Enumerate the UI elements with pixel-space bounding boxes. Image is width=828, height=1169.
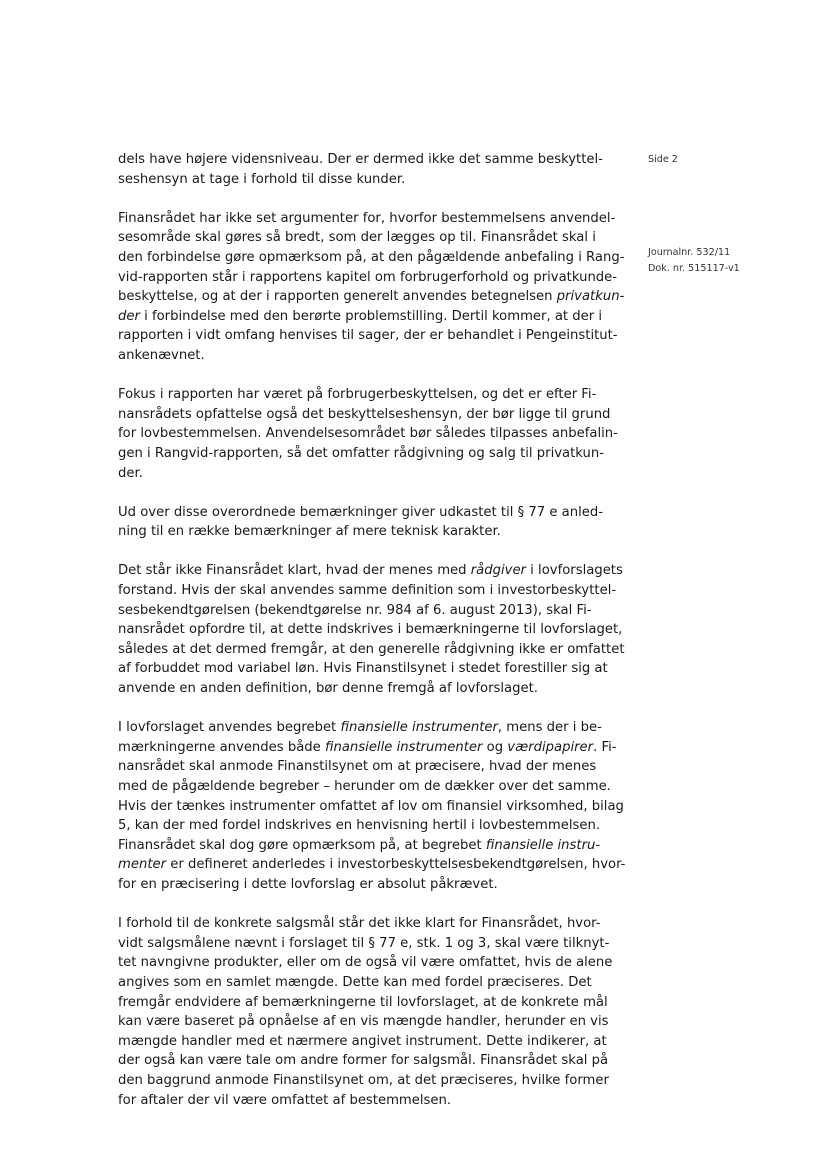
italic-term: finansielle instrumenter (324, 739, 483, 755)
text-run: ankenævnet. (118, 347, 205, 363)
text-line (118, 816, 613, 836)
text-line (118, 209, 616, 229)
text-line (118, 993, 613, 1013)
text-run: , mens der i be- (497, 720, 602, 736)
text-run: forstand. Hvis der skal anvendes samme definition som i investorbeskyttel- (118, 583, 617, 599)
text-run: fremgår endvidere af bemærkningerne til lovforslaget, at de konkrete mål (118, 994, 608, 1010)
text-line (118, 914, 613, 934)
page-label: Side 2 (648, 154, 678, 165)
text-line (118, 268, 618, 288)
paragraph (118, 150, 613, 189)
text-line (118, 934, 613, 954)
sidebar-references (648, 245, 788, 277)
text-line (118, 424, 618, 444)
text-run: 5, kan der med fordel indskrives en henvisning hertil i lovbestemmelsen. (118, 818, 601, 834)
text-line (118, 757, 613, 777)
text-line (118, 797, 624, 817)
text-run: kan være baseret på opnåelse af en vis mængde handler, herunder en vis (118, 1014, 609, 1030)
text-run: rapporten i vidt omfang henvises til sager, der er behandlet i Pengeinstitut- (118, 328, 618, 344)
text-line (118, 1091, 613, 1111)
text-line (118, 659, 613, 679)
text-line (118, 1051, 613, 1071)
text-run: vid-rapporten står i rapportens kapitel om forbrugerforhold og privatkunde- (118, 269, 618, 285)
paragraph (118, 914, 613, 1110)
text-run: gen i Rangvid-rapporten, så det omfatter rådgivning og salg til privatkun- (118, 445, 605, 461)
text-run: mængde handler med et nærmere angivet instrument. Dette indikerer, at (118, 1033, 607, 1049)
text-run: ning til en række bemærkninger af mere teknisk karakter. (118, 524, 501, 540)
text-run: og (482, 739, 508, 755)
text-run: . Fi- (593, 739, 617, 755)
text-line (118, 875, 613, 895)
text-line (118, 640, 625, 660)
text-line (118, 561, 623, 581)
text-run: I forhold til de konkrete salgsmål står det ikke klart for Finansrådet, hvor- (118, 916, 601, 932)
text-line (118, 287, 625, 307)
text-line (118, 1032, 613, 1052)
text-line (118, 855, 626, 875)
text-run: anvende en anden definition, bør denne fremgå af lovforslaget. (118, 681, 538, 697)
journal-number: Journalnr. 532/11 (648, 247, 731, 258)
text-run: dels have højere vidensniveau. Der er dermed ikke det samme beskyttel- (118, 152, 603, 167)
text-run: er defineret anderledes i investorbeskyttelsesbekendtgørelsen, hvor- (166, 857, 626, 873)
text-run: beskyttelse, og at der i rapporten generelt anvendes betegnelsen (118, 289, 557, 305)
text-run: Finansrådet skal dog gøre opmærksom på, at begrebet (118, 837, 486, 853)
text-run: for en præcisering i dette lovforslag er absolut påkrævet. (118, 876, 498, 892)
text-run: sesområde skal gøres så bredt, som der lægges op til. Finansrådet skal i (118, 230, 596, 246)
text-run: nansrådet opfordre til, at dette indskrives i bemærkningerne til lovforslaget, (118, 622, 623, 638)
sidebar-page-info (648, 152, 788, 168)
text-line (118, 307, 613, 327)
text-line (118, 170, 613, 190)
text-run: i lovforslagets (525, 563, 623, 579)
text-line (118, 326, 618, 346)
italic-term: finansielle instru- (485, 837, 601, 853)
paragraph (118, 718, 626, 894)
document-number: Dok. nr. 515117-v1 (648, 263, 740, 274)
text-line (118, 503, 613, 523)
text-line (118, 679, 613, 699)
text-line (118, 601, 613, 621)
text-run: Ud over disse overordnede bemærkninger giver udkastet til § 77 e anled- (118, 504, 604, 520)
text-line (118, 777, 613, 797)
text-run: nansrådets opfattelse også det beskyttelseshensyn, der bør ligge til grund (118, 406, 611, 422)
text-run: for lovbestemmelsen. Anvendelsesområdet bør således tilpasses anbefalin- (118, 426, 618, 442)
paragraph (118, 561, 625, 698)
text-line (118, 1012, 613, 1032)
text-line (118, 444, 613, 464)
text-run: I lovforslaget anvendes begrebet (118, 720, 341, 736)
paragraph (118, 503, 613, 542)
text-run: Fokus i rapporten har været på forbrugerbeskyttelsen, og det er efter Fi- (118, 387, 597, 403)
italic-term: finansielle instrumenter (340, 720, 498, 736)
text-run: således at det dermed fremgår, at den generelle rådgivning ikke er omfattet (118, 641, 625, 657)
text-run: angives som en samlet mængde. Dette kan med fordel præciseres. Det (118, 974, 592, 990)
text-line (118, 248, 625, 268)
text-run: den forbindelse gøre opmærksom på, at den pågældende anbefaling i Rang- (118, 249, 625, 265)
text-run: Hvis der tænkes instrumenter omfattet af lov om finansiel virksomhed, bilag (118, 798, 624, 814)
text-line (118, 836, 613, 856)
text-run: Finansrådet har ikke set argumenter for, hvorfor bestemmelsens anvendel- (118, 210, 616, 226)
text-line (118, 385, 613, 405)
text-line (118, 346, 613, 366)
text-run: Det står ikke Finansrådet klart, hvad der menes med (118, 563, 471, 579)
text-run: den baggrund anmode Finanstilsynet om, at det præciseres, hvilke former (118, 1072, 609, 1088)
text-run: vidt salgsmålene nævnt i forslaget til § 77 e, stk. 1 og 3, skal være tilknyt- (118, 935, 610, 951)
text-run: tet navngivne produkter, eller om de også vil være omfattet, hvis de alene (118, 955, 613, 971)
text-run: sesbekendtgørelsen (bekendtgørelse nr. 984 af 6. august 2013), skal Fi- (118, 602, 592, 618)
text-line (118, 718, 613, 738)
text-run: seshensyn at tage i forhold til disse kunder. (118, 171, 406, 187)
text-run: af forbuddet mod variabel løn. Hvis Finanstilsynet i stedet forestiller sig at (118, 661, 608, 677)
body-text (118, 150, 626, 1130)
text-run: der. (118, 465, 143, 481)
text-run: i forbindelse med den berørte problemstilling. Dertil kommer, at der i (139, 308, 603, 324)
text-line (118, 620, 623, 640)
text-line (118, 953, 613, 973)
text-line (118, 973, 613, 993)
text-line (118, 522, 613, 542)
italic-term: privatkun- (556, 289, 625, 305)
text-line (118, 1071, 613, 1091)
text-run: for aftaler der vil være omfattet af bestemmelsen. (118, 1092, 452, 1108)
text-line (118, 581, 617, 601)
text-line (118, 228, 613, 248)
text-line (118, 464, 613, 484)
text-run: der også kan være tale om andre former for salgsmål. Finansrådet skal på (118, 1053, 609, 1069)
italic-term: menter (118, 857, 167, 873)
italic-term: der (118, 308, 140, 324)
text-line (118, 150, 613, 170)
italic-term: værdipapirer (507, 739, 594, 755)
text-line (118, 738, 617, 758)
text-run: nansrådet skal anmode Finanstilsynet om at præcisere, hvad der menes (118, 759, 597, 775)
italic-term: rådgiver (470, 563, 526, 579)
text-run: mærkningerne anvendes både (118, 739, 325, 755)
text-run: med de pågældende begreber – herunder om de dækker over det samme. (118, 779, 611, 794)
text-line (118, 405, 613, 425)
paragraph (118, 209, 625, 366)
paragraph (118, 385, 618, 483)
